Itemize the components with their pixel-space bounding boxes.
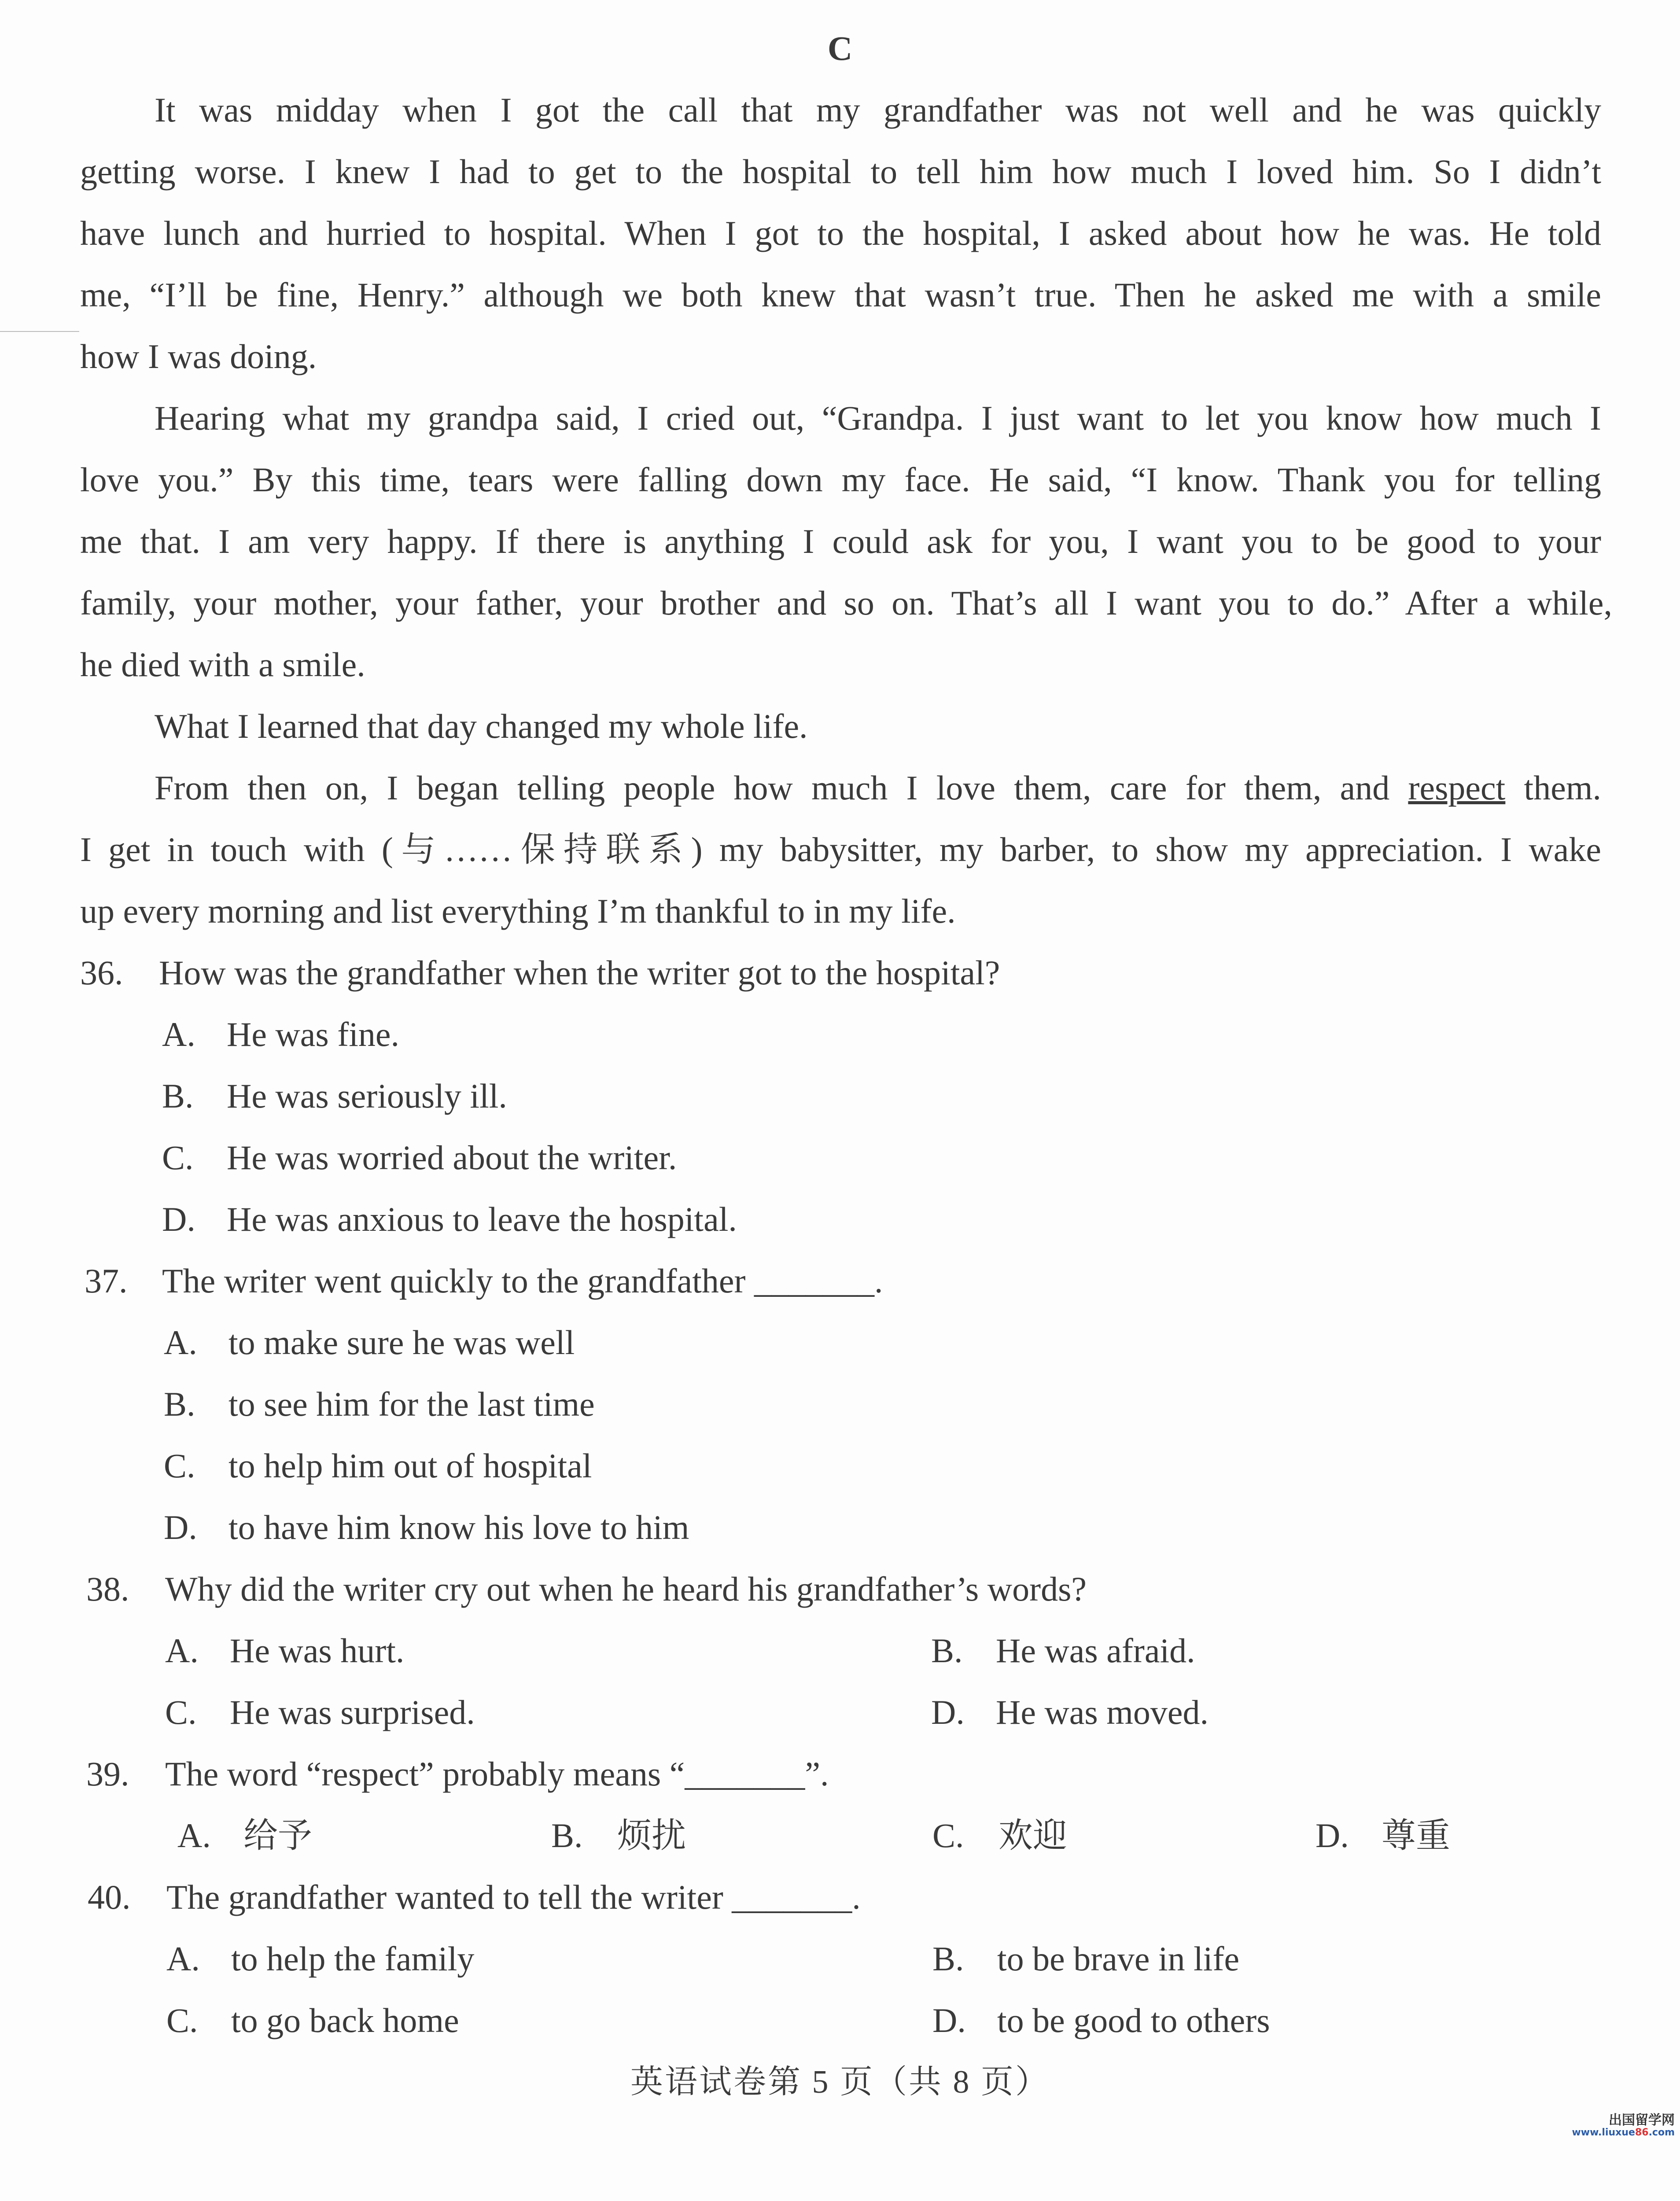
option-label: C.: [165, 1693, 197, 1731]
question-number: 40.: [88, 1878, 131, 1916]
option-a: [165, 1620, 405, 1682]
option-b: [162, 1065, 507, 1127]
option-text: to be good to others: [997, 2001, 1270, 2039]
passage-line: Hearing what my grandpa said, I cried out, “Grandpa. I just want to let you know how much I: [155, 399, 1601, 437]
question-stem: Why did the writer cry out when he heard his grandfather’s words?: [165, 1570, 1087, 1608]
option-d: [932, 1990, 1270, 2051]
passage-line: up every morning and list everything I’m thankful to in my life.: [80, 892, 956, 930]
option-label: B.: [162, 1077, 194, 1115]
option-a: [162, 1004, 400, 1065]
option-label: D.: [164, 1508, 197, 1546]
option-label: D.: [162, 1200, 195, 1238]
option-label: D.: [1315, 1816, 1349, 1855]
option-d: [931, 1682, 1209, 1743]
option-text: He was worried about the writer.: [227, 1138, 677, 1177]
question-stem: The word “respect” probably means “_______”.: [165, 1755, 829, 1793]
option-a: [177, 1805, 313, 1866]
option-label: A.: [166, 1940, 200, 1978]
option-text: He was anxious to leave the hospital.: [227, 1200, 737, 1238]
question-stem: The grandfather wanted to tell the writer _______.: [166, 1878, 861, 1916]
question-stem: How was the grandfather when the writer got to the hospital?: [159, 953, 1000, 992]
passage-line: love you.” By this time, tears were falling down my face. He said, “I know. Thank you for telling: [80, 460, 1601, 499]
section-title: C: [827, 29, 853, 67]
passage-line: family, your mother, your father, your brother and so on. That’s all I want you to do.” After a while,: [80, 584, 1612, 622]
watermark-url: [0, 2127, 1675, 2138]
option-text: He was fine.: [227, 1015, 400, 1053]
passage-line: he died with a smile.: [80, 645, 365, 684]
passage-line: have lunch and hurried to hospital. When I got to the hospital, I asked about how he was. He told: [80, 214, 1601, 252]
question-number: 38.: [86, 1570, 129, 1608]
option-label: B.: [551, 1816, 583, 1855]
option-text: to go back home: [231, 2001, 459, 2039]
option-label: C.: [164, 1446, 195, 1485]
question-number: 36.: [80, 953, 123, 992]
passage-line: me that. I am very happy. If there is anything I could ask for you, I want you to be good to your: [80, 522, 1601, 560]
option-c: [162, 1127, 677, 1189]
option-c: [165, 1682, 475, 1743]
option-label: A.: [177, 1816, 211, 1855]
question-39: [0, 1743, 1680, 1866]
option-c: [932, 1805, 1068, 1866]
option-label: D.: [932, 2001, 966, 2039]
option-label: C.: [166, 2001, 198, 2039]
text: From then on, I began telling people how much I love them, care for them, and: [155, 769, 1390, 807]
option-text: 烦扰: [617, 1816, 686, 1855]
option-b: [164, 1373, 595, 1435]
option-d: [1315, 1805, 1451, 1866]
option-b: [931, 1620, 1195, 1682]
option-text: He was surprised.: [230, 1693, 475, 1731]
option-label: D.: [931, 1693, 965, 1731]
option-label: B.: [932, 1940, 964, 1978]
option-text: to see him for the last time: [228, 1385, 595, 1423]
question-stem: The writer went quickly to the grandfather _______.: [162, 1262, 883, 1300]
option-a: [166, 1928, 475, 1990]
passage-line: getting worse. I knew I had to get to the hospital to tell him how much I loved him. So I didn’t: [80, 152, 1601, 191]
option-c: [166, 1990, 459, 2051]
option-text: to help the family: [231, 1940, 475, 1978]
passage-line: [155, 757, 1601, 819]
watermark-name: 出国留学网: [1609, 2113, 1675, 2128]
option-label: A.: [164, 1323, 197, 1362]
passage-line: I get in touch with (与……保持联系) my babysitter, my barber, to show my appreciation. I wake: [80, 830, 1601, 869]
url-number: 86: [1635, 2127, 1649, 2138]
passage-line: me, “I’ll be fine, Henry.” although we both knew that wasn’t true. Then he asked me with a smile: [80, 276, 1601, 314]
option-text: 给予: [243, 1816, 313, 1855]
option-text: 欢迎: [998, 1816, 1068, 1855]
question-37: [0, 1250, 1680, 1558]
question-number: 37.: [85, 1262, 128, 1300]
url-prefix: www.liuxue: [1572, 2127, 1635, 2138]
option-text: to make sure he was well: [228, 1323, 575, 1362]
option-a: [164, 1312, 575, 1373]
option-text: to have him know his love to him: [228, 1508, 689, 1546]
question-40: [0, 1866, 1680, 2051]
option-label: A.: [162, 1015, 195, 1053]
option-text: He was hurt.: [230, 1631, 405, 1670]
option-label: C.: [932, 1816, 964, 1855]
option-text: He was moved.: [996, 1693, 1209, 1731]
option-label: C.: [162, 1138, 194, 1177]
option-label: B.: [164, 1385, 195, 1423]
option-text: He was seriously ill.: [227, 1077, 507, 1115]
option-text: He was afraid.: [996, 1631, 1195, 1670]
url-suffix: .com: [1648, 2127, 1675, 2138]
option-text: to be brave in life: [997, 1940, 1240, 1978]
passage-line: how I was doing.: [80, 337, 317, 375]
page-footer: 英语试卷第 5 页（共 8 页）: [630, 2064, 1050, 2100]
option-b: [932, 1928, 1240, 1990]
passage-line: What I learned that day changed my whole life.: [155, 707, 808, 745]
passage-line: It was midday when I got the call that my grandfather was not well and he was quickly: [155, 91, 1601, 129]
option-d: [162, 1189, 737, 1250]
option-label: A.: [165, 1631, 199, 1670]
question-36: [0, 942, 1680, 1250]
underlined-word: respect: [1408, 769, 1506, 807]
option-d: [164, 1497, 689, 1558]
option-text: 尊重: [1382, 1816, 1451, 1855]
option-c: [164, 1435, 592, 1497]
watermark-logo: [0, 2113, 1680, 2138]
question-number: 39.: [86, 1755, 129, 1793]
option-b: [551, 1805, 686, 1866]
passage: [0, 79, 1680, 942]
option-text: to help him out of hospital: [228, 1446, 592, 1485]
question-38: [0, 1558, 1680, 1743]
text: them.: [1524, 769, 1601, 807]
option-label: B.: [931, 1631, 963, 1670]
